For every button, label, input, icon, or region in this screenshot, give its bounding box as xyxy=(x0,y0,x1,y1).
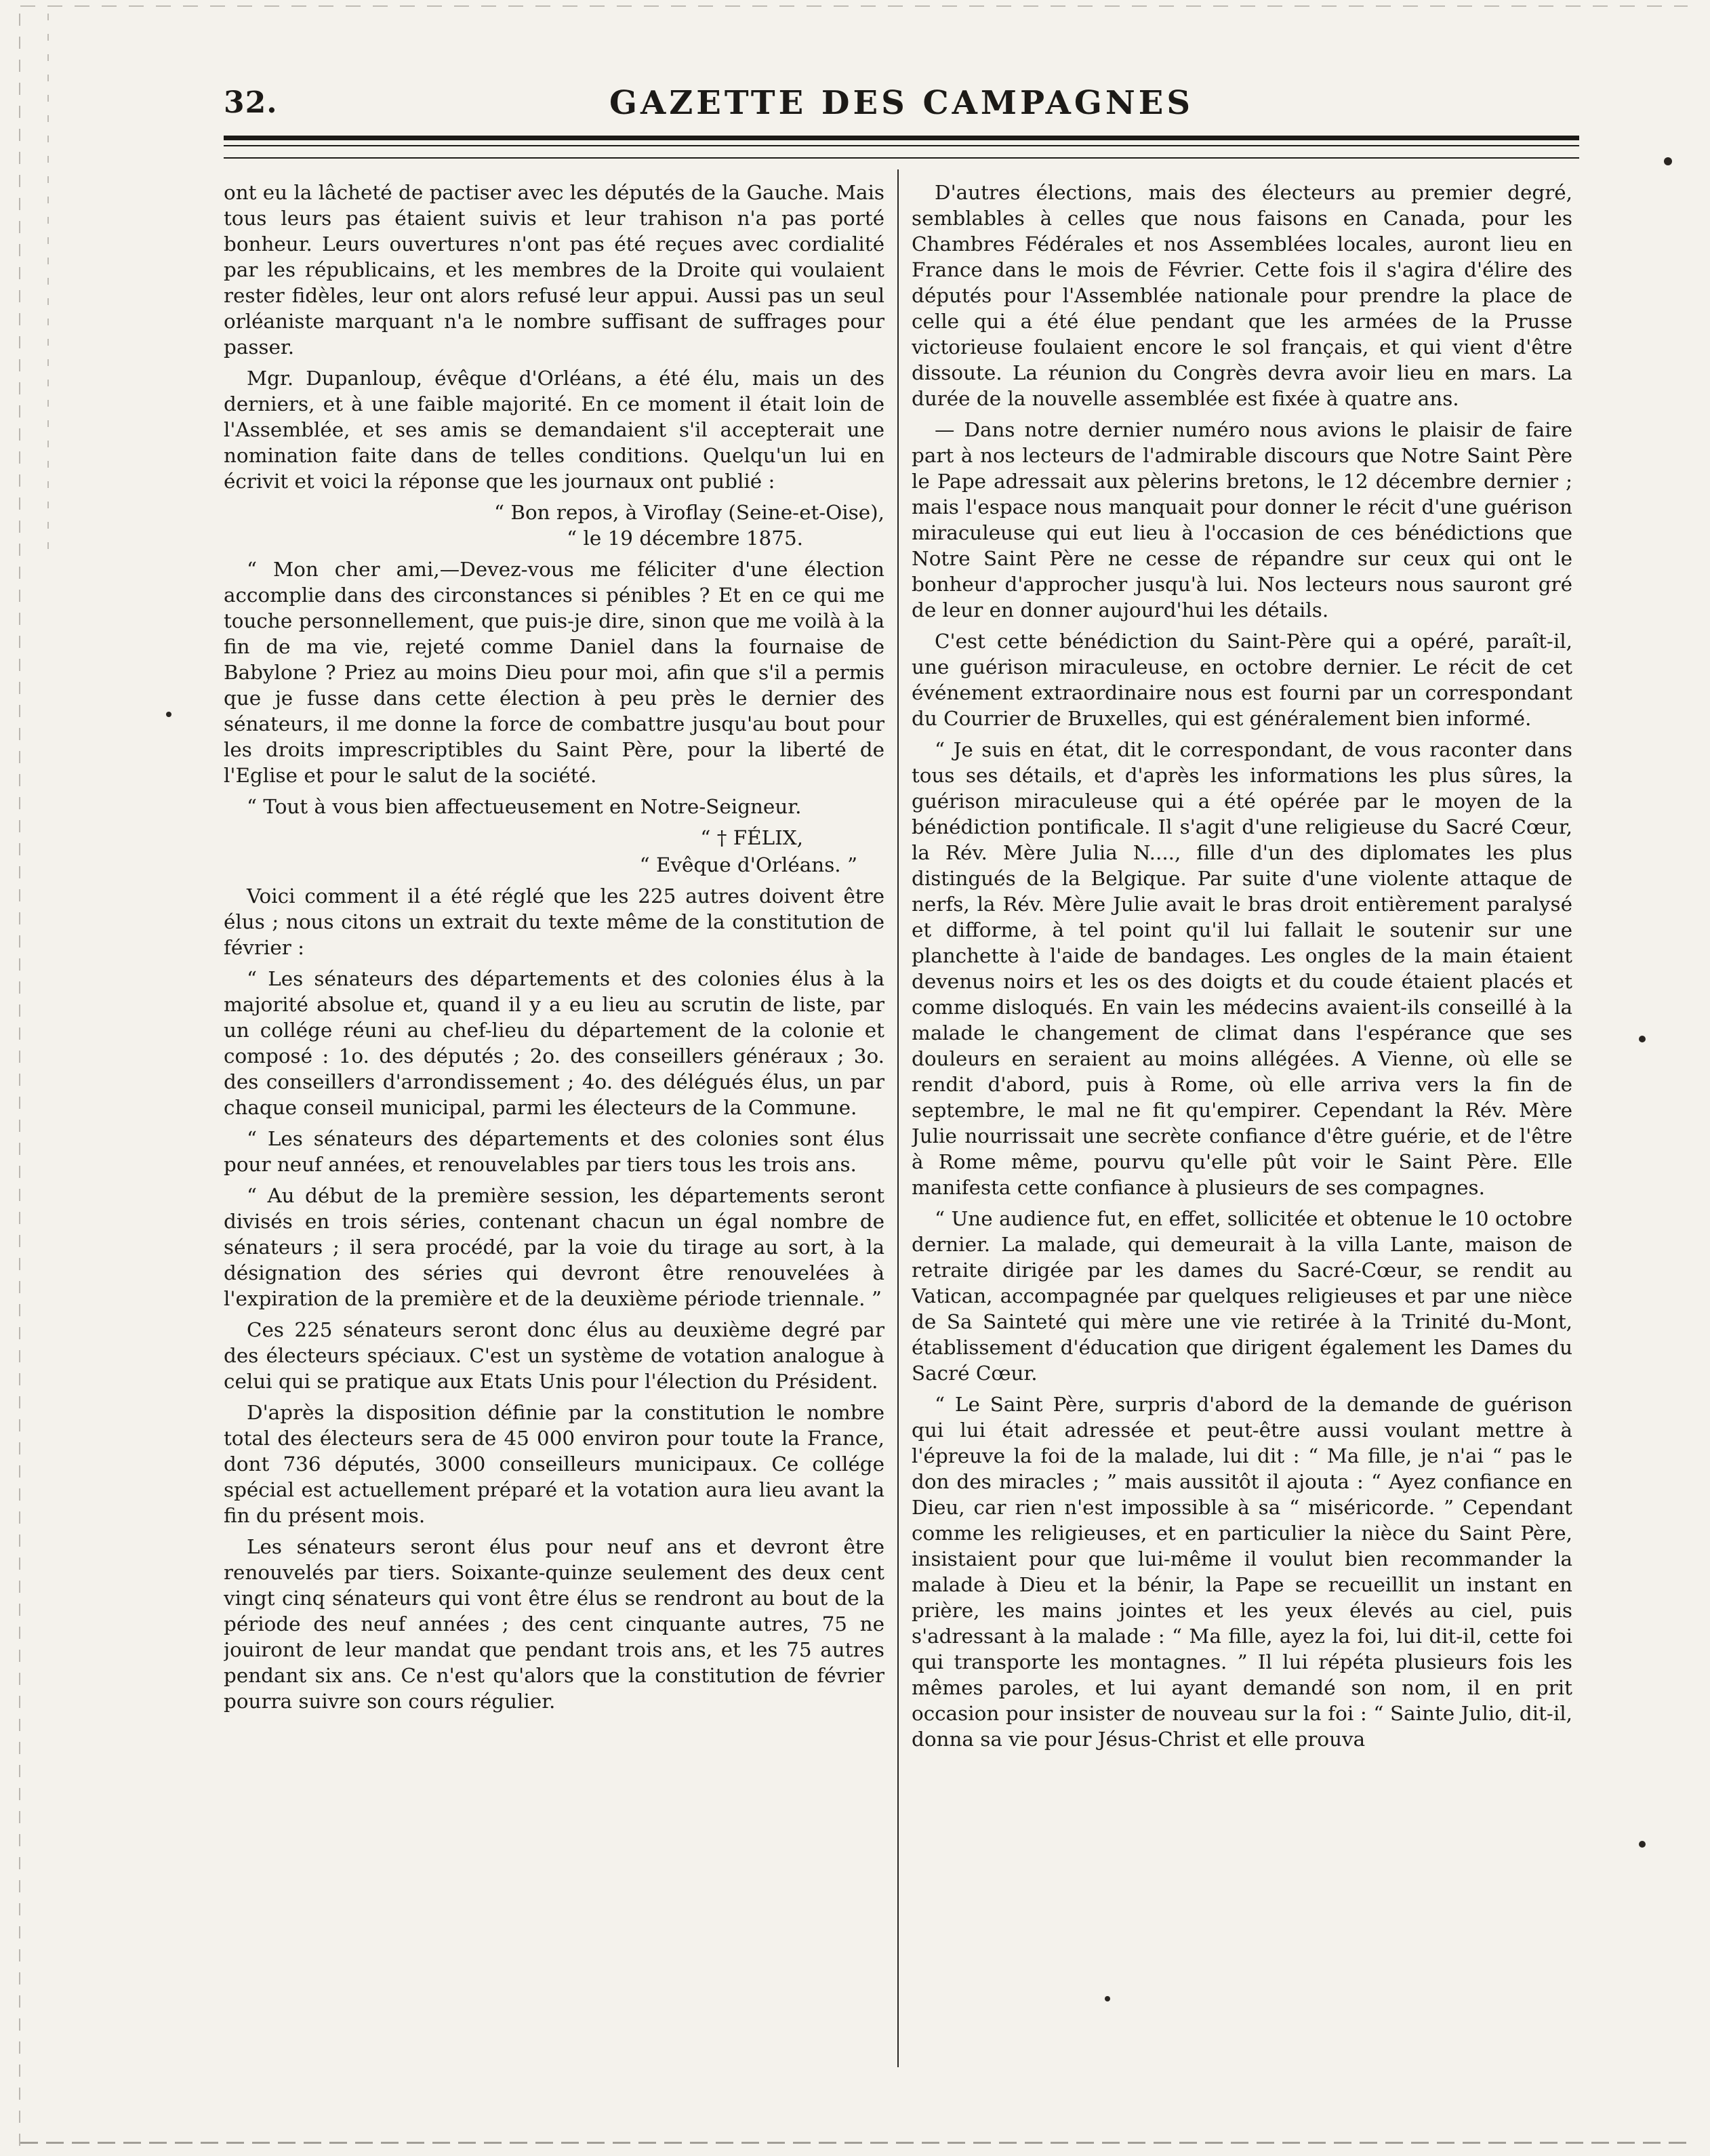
header-rule-thin-lower xyxy=(224,157,1579,159)
paragraph: “ Je suis en état, dit le correspondant, de vous raconter dans tous ses détails, et d'après les informations les plus sûres, la guérison miraculeuse qui a été opérée par le moyen de la bénédiction pontificale. Il s'agit d'une religieuse du Sacré Cœur, la Rév. Mère Julia N...., fille d'un des diplomates les plus distingués de la Belgique. Par suite d'une violente attaque de nerfs, la Rév. Mère Julie avait le bras droit entièrement paralysé et difforme, à tel point qu'il lui fallait le soutenir sur une planchette à l'aide de bandages. Les ongles de la main étaient devenus noirs et les os des doigts et du coude étaient placés et comme disloqués. En vain les médecins avaient-ils conseillé à la malade le changement de climat dans l'espérance que ses douleurs en seraient au moins allégées. A Vienne, où elle se rendit d'abord, puis à Rome, où elle arriva vers la fin de septembre, le mal ne fit qu'empirer. Cependant la Rév. Mère Julie nourrissait une secrète confiance d'être guérie, et de l'être à Rome même, pourvu qu'elle pût voir le Saint Père. Elle manifesta cette confiance à plusieurs de ses compagnes. xyxy=(912,738,1572,1199)
header-rule-thin xyxy=(224,145,1579,146)
letter-dateline-date: “ le 19 décembre 1875. xyxy=(567,527,803,550)
paragraph: D'autres élections, mais des électeurs au premier degré, semblables à celles que nous faisons en Canada, pour les Chambres Fédérales et nos Assemblées locales, auront lieu en France dans le mois de Février. Cette fois il s'agira d'élire des députés pour l'Assemblée nationale pour prendre la place de celle qui a été élue pendant que les armées de la Prusse victorieuse foulaient encore le sol français, et qui vient d'être dissoute. La réunion du Congrès devra avoir lieu en mars. La durée de la nouvelle assemblée est fixée à quatre ans. xyxy=(912,181,1572,410)
paragraph: “ Une audience fut, en effet, sollicitée et obtenue le 10 octobre dernier. La malade, qui demeurait à la villa Lante, maison de retraite dirigée par les dames du Sacré-Cœur, se rendit au Vatican, accompagnée par quelques religieuses et par une nièce de Sa Sainteté qui mère une vie retirée à la Trinité du-Mont, établissement d'éducation que dirigent également les Dames du Sacré Cœur. xyxy=(912,1207,1572,1385)
scan-border-left-inner xyxy=(47,14,49,556)
paragraph: — Dans notre dernier numéro nous avions le plaisir de faire part à nos lecteurs de l'admirable discours que Notre Saint Père le Pape adressait aux pèlerins bretons, le 12 décembre dernier ; mais l'espace nous manquait pour donner le récit d'une guérison miraculeuse qui eut lieu à l'occasion de ces bénédictions que Notre Saint Père ne cesse de répandre sur ceux qui ont le bonheur d'approcher jusqu'à lui. Nos lecteurs nous sauront gré de leur en donner aujourd'hui les détails. xyxy=(912,418,1572,622)
quoted-article: “ Les sénateurs des départements et des colonies élus à la majorité absolue et, quand il y a eu lieu au scrutin de liste, par un collége réuni au chef-lieu du département de la colonie et composé : 1o. des députés ; 2o. des conseillers généraux ; 3o. des conseillers d'arrondissement ; 4o. des délégués élus, un par chaque conseil municipal, parmi les électeurs de la Commune. xyxy=(224,967,884,1119)
ink-speck xyxy=(166,712,171,717)
page-header xyxy=(224,80,1579,127)
quoted-article: “ Au début de la première session, les départements seront divisés en trois séries, contenant chacun un égal nombre de sénateurs ; il sera procédé, par la voie du tirage au sort, à la désignation des séries qui devront être renouvelées à l'expiration de la première et de la deuxième période triennale. ” xyxy=(224,1184,884,1310)
ink-speck xyxy=(1664,157,1672,165)
letter-signature: “ † FÉLIX, xyxy=(700,826,803,849)
paragraph: Voici comment il a été réglé que les 225 autres doivent être élus ; nous citons un extrait du texte même de la constitution de février : xyxy=(224,884,884,959)
scan-border-top xyxy=(20,5,1688,7)
paragraph: ont eu la lâcheté de pactiser avec les députés de la Gauche. Mais tous leurs pas étaient suivis et leur trahison n'a pas porté bonheur. Leurs ouvertures n'ont pas été reçues avec cordialité par les républicains, et les membres de la Droite qui voulaient rester fidèles, leur ont alors refusé leur appui. Aussi pas un seul orléaniste marquant n'a le nombre suffisant de suffrages pour passer. xyxy=(224,181,884,359)
ink-speck xyxy=(1639,1036,1646,1042)
masthead-title: GAZETTE DES CAMPAGNES xyxy=(609,84,1194,122)
paragraph: C'est cette bénédiction du Saint-Père qui a opéré, paraît-il, une guérison miraculeuse, en octobre dernier. Le récit de cet événement extraordinaire nous est fourni par un correspondant du Courrier de Bruxelles, qui est généralement bien informé. xyxy=(912,630,1572,730)
paragraph: Mgr. Dupanloup, évêque d'Orléans, a été élu, mais un des derniers, et à une faible majorité. En ce moment il était loin de l'Assemblée, et ses amis se demandaient s'il accepterait une nomination faite dans de telles conditions. Quelqu'un lui en écrivit et voici la réponse que les journaux ont publié : xyxy=(224,367,884,493)
header-rule-thick xyxy=(224,136,1579,140)
right-column xyxy=(912,180,1572,2071)
letter-signature-title: “ Evêque d'Orléans. ” xyxy=(639,853,857,876)
quoted-article: “ Les sénateurs des départements et des colonies sont élus pour neuf années, et renouvelables par tiers tous les trois ans. xyxy=(224,1127,884,1176)
scan-border-bottom xyxy=(20,2142,1688,2144)
column-divider xyxy=(897,169,899,2067)
page-number: 32. xyxy=(224,85,278,120)
scan-border-left xyxy=(19,14,20,2149)
paragraph: “ Le Saint Père, surpris d'abord de la demande de guérison qui lui était adressée et peut-être aussi voulant mettre à l'épreuve la foi de la malade, lui dit : “ Ma fille, je n'ai “ pas le don des miracles ; ” mais aussitôt il ajouta : “ Ayez confiance en Dieu, car rien n'est impossible à sa “ miséricorde. ” Cependant comme les religieuses, et en particulier la nièce du Saint Père, insistaient pour que lui-même il voulut bien recommander la malade à Dieu et la bénir, la Pape se recueillit un instant en prière, les mains jointes et les yeux élevés au ciel, puis s'adressant à la malade : “ Ma fille, ayez la foi, lui dit-il, cette foi qui transporte les montagnes. ” Il lui répéta plusieurs fois les mêmes paroles, et lui ayant demandé son nom, il en prit occasion pour insister de nouveau sur la foi : “ Sainte Julio, dit-il, donna sa vie pour Jésus-Christ et elle prouva xyxy=(912,1393,1572,1751)
ink-speck xyxy=(1105,1996,1110,2001)
ink-speck xyxy=(1639,1841,1646,1848)
letter-body: “ Mon cher ami,—Devez-vous me féliciter d'une élection accomplie dans des circonstances si pénibles ? Et en ce qui me touche personnellement, que puis-je dire, sinon que me voilà à la fin de ma vie, rejeté comme Daniel dans la fournaise de Babylone ? Priez au moins Dieu pour moi, afin que s'il a permis que je fusse dans cette élection à peu près le dernier des sénateurs, il me donne la force de combattre jusqu'au bout pour les droits imprescriptibles du Saint Père, pour la liberté de l'Eglise et pour le salut de la société. xyxy=(224,558,884,787)
letter-dateline-place: “ Bon repos, à Viroflay (Seine-et-Oise), xyxy=(493,501,884,524)
paragraph: Les sénateurs seront élus pour neuf ans et devront être renouvelés par tiers. Soixante-quinze seulement des deux cent vingt cinq sénateurs qui vont être élus se rendront au bout de la période des neuf années ; des cent cinquante autres, 75 ne jouiront de leur mandat que pendant trois ans, et les 75 autres pendant six ans. Ce n'est qu'alors que la constitution de février pourra suivre son cours régulier. xyxy=(224,1535,884,1713)
paragraph: D'après la disposition définie par la constitution le nombre total des électeurs sera de 45 000 environ pour toute la France, dont 736 députés, 3000 conseilleurs municipaux. Ce collége spécial est actuellement préparé et la votation aura lieu avant la fin du présent mois. xyxy=(224,1401,884,1527)
letter-closing: “ Tout à vous bien affectueusement en Notre-Seigneur. xyxy=(247,795,802,818)
paragraph: Ces 225 sénateurs seront donc élus au deuxième degré par des électeurs spéciaux. C'est un système de votation analogue à celui qui se pratique aux Etats Unis pour l'élection du Président. xyxy=(224,1318,884,1393)
left-column xyxy=(224,180,884,2071)
